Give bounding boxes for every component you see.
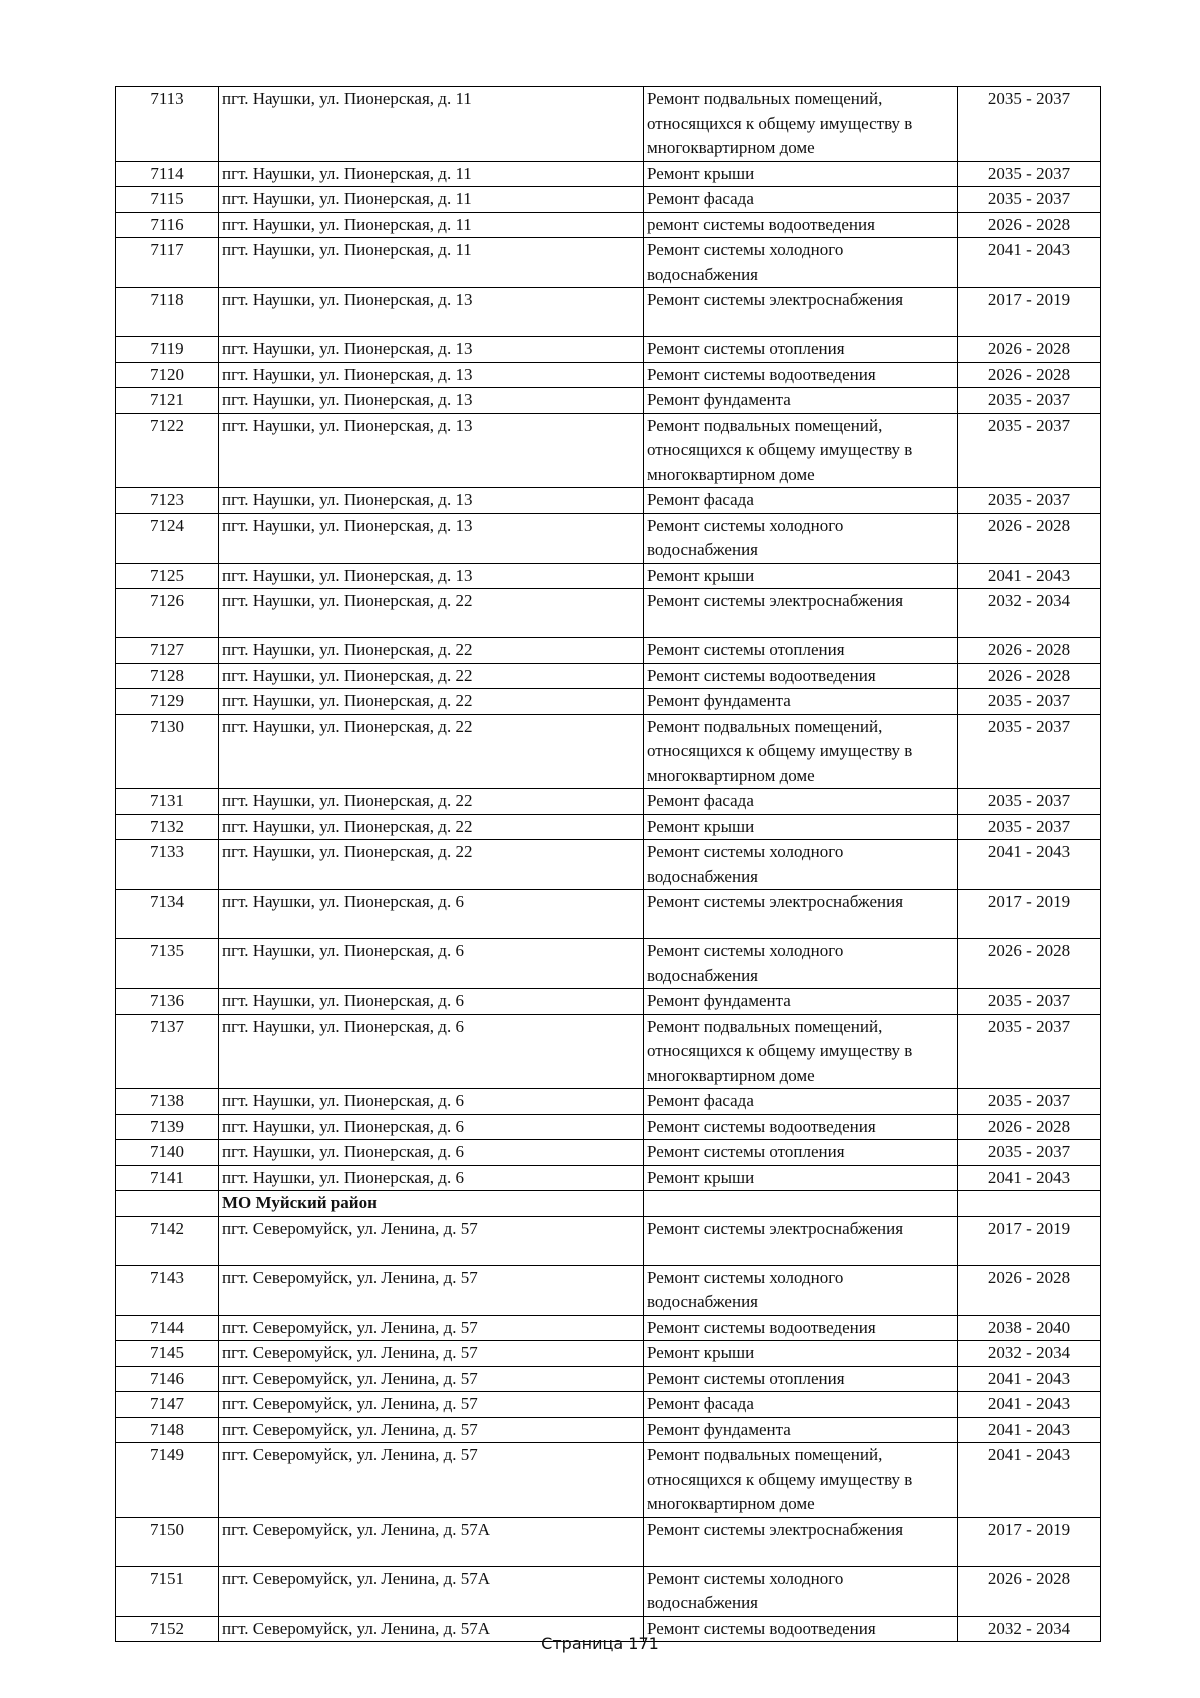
period-cell: 2032 - 2034 <box>958 1616 1101 1642</box>
table-row <box>116 814 1101 840</box>
period-cell: 2041 - 2043 <box>958 1392 1101 1418</box>
work-cell: Ремонт крыши <box>644 161 958 187</box>
table-row <box>116 1392 1101 1418</box>
table-row <box>116 663 1101 689</box>
address-cell: пгт. Наушки, ул. Пионерская, д. 6 <box>219 939 644 989</box>
work-cell: Ремонт подвальных помещений, относящихся к общему имуществу в многоквартирном доме <box>644 87 958 162</box>
row-number: 7144 <box>116 1315 219 1341</box>
work-cell: Ремонт фундамента <box>644 689 958 715</box>
period-cell: 2035 - 2037 <box>958 814 1101 840</box>
period-cell: 2017 - 2019 <box>958 288 1101 337</box>
work-cell: Ремонт фасада <box>644 1089 958 1115</box>
section-title: МО Муйский район <box>219 1191 644 1217</box>
row-number: 7121 <box>116 388 219 414</box>
address-cell: пгт. Наушки, ул. Пионерская, д. 6 <box>219 1165 644 1191</box>
address-cell: пгт. Наушки, ул. Пионерская, д. 22 <box>219 714 644 789</box>
row-number: 7143 <box>116 1265 219 1315</box>
row-number: 7132 <box>116 814 219 840</box>
row-number: 7118 <box>116 288 219 337</box>
table-row <box>116 212 1101 238</box>
period-cell: 2017 - 2019 <box>958 890 1101 939</box>
address-cell: пгт. Наушки, ул. Пионерская, д. 11 <box>219 87 644 162</box>
row-number: 7150 <box>116 1517 219 1566</box>
table-row <box>116 1366 1101 1392</box>
row-number: 7145 <box>116 1341 219 1367</box>
work-cell: Ремонт крыши <box>644 1165 958 1191</box>
work-cell: Ремонт фасада <box>644 789 958 815</box>
address-cell: пгт. Северомуйск, ул. Ленина, д. 57А <box>219 1566 644 1616</box>
address-cell: пгт. Наушки, ул. Пионерская, д. 6 <box>219 890 644 939</box>
row-number: 7123 <box>116 488 219 514</box>
work-cell: Ремонт системы холодного водоснабжения <box>644 1265 958 1315</box>
row-number: 7152 <box>116 1616 219 1642</box>
period-cell: 2026 - 2028 <box>958 1265 1101 1315</box>
row-number: 7113 <box>116 87 219 162</box>
table-row <box>116 1265 1101 1315</box>
period-cell: 2026 - 2028 <box>958 1566 1101 1616</box>
work-cell: Ремонт системы холодного водоснабжения <box>644 840 958 890</box>
table-row <box>116 337 1101 363</box>
address-cell: пгт. Наушки, ул. Пионерская, д. 11 <box>219 238 644 288</box>
row-number: 7149 <box>116 1443 219 1518</box>
address-cell: пгт. Северомуйск, ул. Ленина, д. 57А <box>219 1616 644 1642</box>
row-number: 7139 <box>116 1114 219 1140</box>
address-cell: пгт. Наушки, ул. Пионерская, д. 13 <box>219 288 644 337</box>
address-cell: пгт. Наушки, ул. Пионерская, д. 11 <box>219 161 644 187</box>
address-cell: пгт. Северомуйск, ул. Ленина, д. 57 <box>219 1366 644 1392</box>
address-cell: пгт. Наушки, ул. Пионерская, д. 22 <box>219 814 644 840</box>
work-cell: Ремонт фасада <box>644 1392 958 1418</box>
address-cell: пгт. Северомуйск, ул. Ленина, д. 57 <box>219 1392 644 1418</box>
row-number: 7128 <box>116 663 219 689</box>
work-cell: Ремонт системы холодного водоснабжения <box>644 513 958 563</box>
period-cell: 2035 - 2037 <box>958 989 1101 1015</box>
period-cell <box>958 1191 1101 1217</box>
period-cell: 2035 - 2037 <box>958 388 1101 414</box>
row-number: 7125 <box>116 563 219 589</box>
period-cell: 2035 - 2037 <box>958 87 1101 162</box>
address-cell: пгт. Наушки, ул. Пионерская, д. 6 <box>219 1014 644 1089</box>
work-cell: Ремонт подвальных помещений, относящихся к общему имуществу в многоквартирном доме <box>644 714 958 789</box>
period-cell: 2035 - 2037 <box>958 714 1101 789</box>
work-cell: Ремонт системы холодного водоснабжения <box>644 1566 958 1616</box>
row-number-cell <box>116 1191 219 1217</box>
table-row <box>116 1517 1101 1566</box>
period-cell: 2041 - 2043 <box>958 1366 1101 1392</box>
table-row <box>116 1089 1101 1115</box>
table-row <box>116 638 1101 664</box>
address-cell: пгт. Наушки, ул. Пионерская, д. 13 <box>219 362 644 388</box>
table-row <box>116 1014 1101 1089</box>
address-cell: пгт. Наушки, ул. Пионерская, д. 6 <box>219 989 644 1015</box>
row-number: 7136 <box>116 989 219 1015</box>
table-row <box>116 939 1101 989</box>
row-number: 7131 <box>116 789 219 815</box>
period-cell: 2026 - 2028 <box>958 939 1101 989</box>
table-row <box>116 161 1101 187</box>
work-cell: Ремонт системы холодного водоснабжения <box>644 238 958 288</box>
table-row <box>116 413 1101 488</box>
period-cell: 2035 - 2037 <box>958 488 1101 514</box>
address-cell: пгт. Наушки, ул. Пионерская, д. 6 <box>219 1114 644 1140</box>
section-row <box>116 1191 1101 1217</box>
period-cell: 2035 - 2037 <box>958 1089 1101 1115</box>
period-cell: 2026 - 2028 <box>958 362 1101 388</box>
page-number: Страница 171 <box>541 1634 659 1653</box>
row-number: 7142 <box>116 1216 219 1265</box>
address-cell: пгт. Наушки, ул. Пионерская, д. 22 <box>219 689 644 715</box>
period-cell: 2032 - 2034 <box>958 1341 1101 1367</box>
address-cell: пгт. Наушки, ул. Пионерская, д. 22 <box>219 789 644 815</box>
period-cell: 2041 - 2043 <box>958 840 1101 890</box>
period-cell: 2041 - 2043 <box>958 1165 1101 1191</box>
period-cell: 2026 - 2028 <box>958 337 1101 363</box>
work-cell: Ремонт системы водоотведения <box>644 663 958 689</box>
work-cell: Ремонт крыши <box>644 563 958 589</box>
row-number: 7133 <box>116 840 219 890</box>
address-cell: пгт. Северомуйск, ул. Ленина, д. 57 <box>219 1216 644 1265</box>
table-row <box>116 1114 1101 1140</box>
table-row <box>116 187 1101 213</box>
table-row <box>116 388 1101 414</box>
work-cell: Ремонт системы водоотведения <box>644 1616 958 1642</box>
table-row <box>116 488 1101 514</box>
work-cell: Ремонт фасада <box>644 187 958 213</box>
row-number: 7151 <box>116 1566 219 1616</box>
address-cell: пгт. Наушки, ул. Пионерская, д. 13 <box>219 413 644 488</box>
address-cell: пгт. Северомуйск, ул. Ленина, д. 57 <box>219 1341 644 1367</box>
work-cell: Ремонт крыши <box>644 814 958 840</box>
table-row <box>116 1165 1101 1191</box>
work-cell: Ремонт подвальных помещений, относящихся к общему имуществу в многоквартирном доме <box>644 413 958 488</box>
period-cell: 2035 - 2037 <box>958 789 1101 815</box>
table-row <box>116 789 1101 815</box>
period-cell: 2035 - 2037 <box>958 1014 1101 1089</box>
address-cell: пгт. Наушки, ул. Пионерская, д. 6 <box>219 1140 644 1166</box>
work-cell: Ремонт системы водоотведения <box>644 1315 958 1341</box>
address-cell: пгт. Северомуйск, ул. Ленина, д. 57 <box>219 1417 644 1443</box>
table-row <box>116 1140 1101 1166</box>
row-number: 7148 <box>116 1417 219 1443</box>
period-cell: 2041 - 2043 <box>958 1443 1101 1518</box>
work-cell: Ремонт крыши <box>644 1341 958 1367</box>
address-cell: пгт. Наушки, ул. Пионерская, д. 22 <box>219 638 644 664</box>
row-number: 7117 <box>116 238 219 288</box>
table-row <box>116 689 1101 715</box>
period-cell: 2035 - 2037 <box>958 1140 1101 1166</box>
table-row <box>116 87 1101 162</box>
table-row <box>116 989 1101 1015</box>
work-cell: Ремонт подвальных помещений, относящихся к общему имуществу в многоквартирном доме <box>644 1014 958 1089</box>
row-number: 7147 <box>116 1392 219 1418</box>
table-row <box>116 1341 1101 1367</box>
address-cell: пгт. Наушки, ул. Пионерская, д. 13 <box>219 388 644 414</box>
row-number: 7146 <box>116 1366 219 1392</box>
work-cell: Ремонт системы водоотведения <box>644 1114 958 1140</box>
work-cell: Ремонт фундамента <box>644 388 958 414</box>
address-cell: пгт. Северомуйск, ул. Ленина, д. 57 <box>219 1265 644 1315</box>
work-cell: Ремонт системы отопления <box>644 337 958 363</box>
row-number: 7127 <box>116 638 219 664</box>
period-cell: 2026 - 2028 <box>958 1114 1101 1140</box>
address-cell: пгт. Северомуйск, ул. Ленина, д. 57 <box>219 1315 644 1341</box>
work-cell: Ремонт системы электроснабжения <box>644 1517 958 1566</box>
period-cell: 2035 - 2037 <box>958 161 1101 187</box>
work-cell: Ремонт системы электроснабжения <box>644 589 958 638</box>
row-number: 7138 <box>116 1089 219 1115</box>
work-cell: Ремонт системы отопления <box>644 638 958 664</box>
work-cell: Ремонт системы электроснабжения <box>644 1216 958 1265</box>
table-row <box>116 890 1101 939</box>
period-cell: 2041 - 2043 <box>958 1417 1101 1443</box>
work-cell: Ремонт фундамента <box>644 989 958 1015</box>
table-row <box>116 1315 1101 1341</box>
work-cell <box>644 1191 958 1217</box>
row-number: 7122 <box>116 413 219 488</box>
work-cell: Ремонт фасада <box>644 488 958 514</box>
period-cell: 2035 - 2037 <box>958 187 1101 213</box>
row-number: 7129 <box>116 689 219 715</box>
table-row <box>116 1417 1101 1443</box>
works-table <box>115 86 1101 1642</box>
period-cell: 2032 - 2034 <box>958 589 1101 638</box>
table-row <box>116 513 1101 563</box>
row-number: 7114 <box>116 161 219 187</box>
row-number: 7141 <box>116 1165 219 1191</box>
table-row <box>116 589 1101 638</box>
work-cell: Ремонт системы отопления <box>644 1366 958 1392</box>
period-cell: 2026 - 2028 <box>958 212 1101 238</box>
address-cell: пгт. Северомуйск, ул. Ленина, д. 57 <box>219 1443 644 1518</box>
row-number: 7119 <box>116 337 219 363</box>
work-cell: Ремонт фундамента <box>644 1417 958 1443</box>
table-row <box>116 714 1101 789</box>
period-cell: 2041 - 2043 <box>958 238 1101 288</box>
row-number: 7137 <box>116 1014 219 1089</box>
period-cell: 2017 - 2019 <box>958 1517 1101 1566</box>
table-row <box>116 288 1101 337</box>
table-row <box>116 840 1101 890</box>
address-cell: пгт. Наушки, ул. Пионерская, д. 11 <box>219 187 644 213</box>
address-cell: пгт. Наушки, ул. Пионерская, д. 13 <box>219 337 644 363</box>
address-cell: пгт. Наушки, ул. Пионерская, д. 22 <box>219 663 644 689</box>
table-row <box>116 1566 1101 1616</box>
period-cell: 2026 - 2028 <box>958 513 1101 563</box>
row-number: 7116 <box>116 212 219 238</box>
work-cell: Ремонт системы холодного водоснабжения <box>644 939 958 989</box>
table-row <box>116 1216 1101 1265</box>
row-number: 7135 <box>116 939 219 989</box>
address-cell: пгт. Наушки, ул. Пионерская, д. 11 <box>219 212 644 238</box>
table-row <box>116 563 1101 589</box>
period-cell: 2041 - 2043 <box>958 563 1101 589</box>
address-cell: пгт. Наушки, ул. Пионерская, д. 13 <box>219 488 644 514</box>
row-number: 7134 <box>116 890 219 939</box>
work-cell: Ремонт системы отопления <box>644 1140 958 1166</box>
address-cell: пгт. Наушки, ул. Пионерская, д. 13 <box>219 563 644 589</box>
address-cell: пгт. Северомуйск, ул. Ленина, д. 57А <box>219 1517 644 1566</box>
period-cell: 2035 - 2037 <box>958 413 1101 488</box>
address-cell: пгт. Наушки, ул. Пионерская, д. 22 <box>219 589 644 638</box>
address-cell: пгт. Наушки, ул. Пионерская, д. 13 <box>219 513 644 563</box>
row-number: 7120 <box>116 362 219 388</box>
row-number: 7126 <box>116 589 219 638</box>
row-number: 7124 <box>116 513 219 563</box>
period-cell: 2026 - 2028 <box>958 638 1101 664</box>
work-cell: Ремонт подвальных помещений, относящихся к общему имуществу в многоквартирном доме <box>644 1443 958 1518</box>
address-cell: пгт. Наушки, ул. Пионерская, д. 6 <box>219 1089 644 1115</box>
row-number: 7115 <box>116 187 219 213</box>
row-number: 7140 <box>116 1140 219 1166</box>
work-cell: Ремонт системы электроснабжения <box>644 288 958 337</box>
table-body <box>116 87 1101 1642</box>
work-cell: ремонт системы водоотведения <box>644 212 958 238</box>
work-cell: Ремонт системы электроснабжения <box>644 890 958 939</box>
address-cell: пгт. Наушки, ул. Пионерская, д. 22 <box>219 840 644 890</box>
period-cell: 2035 - 2037 <box>958 689 1101 715</box>
row-number: 7130 <box>116 714 219 789</box>
table-row <box>116 238 1101 288</box>
period-cell: 2026 - 2028 <box>958 663 1101 689</box>
period-cell: 2017 - 2019 <box>958 1216 1101 1265</box>
table-row <box>116 1443 1101 1518</box>
period-cell: 2038 - 2040 <box>958 1315 1101 1341</box>
work-cell: Ремонт системы водоотведения <box>644 362 958 388</box>
table-row <box>116 362 1101 388</box>
